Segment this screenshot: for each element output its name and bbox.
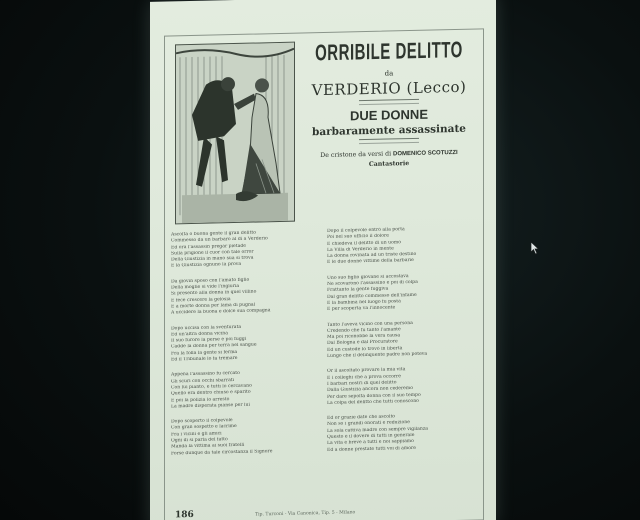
verse-line: Lungo che il delinquente padre non poteva <box>327 351 428 359</box>
verse-line: Quello era dentro chiuso e sparito <box>171 389 251 397</box>
headline-place: VERDERIO (Lecco) <box>311 77 467 100</box>
verse-line: Fra la folla la gente si ferma <box>171 349 238 357</box>
verse-line: Con gran sospetto e lacrime <box>171 424 237 431</box>
headline-preposition: da <box>384 69 394 78</box>
verse-line: E le due donne vittime della barbarie <box>327 258 414 266</box>
credit-prefix: De cristone da versi di <box>320 150 392 160</box>
ornament-divider <box>359 138 419 144</box>
verse-line: Ascolta o buona gente il gran delitto <box>171 230 256 238</box>
verse-line: Or il ascoltato provare la mia vita <box>327 367 406 375</box>
page-number: 186 <box>175 509 194 520</box>
verse-line: La donna rovinata ad un triste destino <box>327 252 417 260</box>
verse-line: Ne scovarono l'assassino e poi di colpa <box>327 279 418 287</box>
verse-stanza <box>171 323 321 364</box>
broadside-sheet <box>164 28 484 520</box>
credit-author: DOMENICO SCOTUZZI <box>393 149 458 158</box>
verse-line: La Villa di Verderio in mente <box>327 246 394 253</box>
verse-line: E chiedeva il delitto di un uomo <box>327 239 401 247</box>
verse-line: La madre disperata pianse per lui <box>171 402 250 410</box>
verse-line: Uno suo figlio giovane si accostava <box>327 273 409 281</box>
verse-line: Poi nel suo ufficio il dolore <box>327 233 389 241</box>
verse-stanza <box>171 369 321 410</box>
verse-line: Ed un custode lo trovò in libertà <box>327 345 403 353</box>
verse-line: E la bambina nel luogo fu posta <box>327 299 401 306</box>
verse-line: Tanto l'aveva vicino con una persona <box>327 320 413 328</box>
projected-broadside <box>150 0 496 520</box>
verse-line: E la Giustizia ognuno la prova <box>171 262 242 269</box>
verse-line: Non so i grandi onorati e reduzione <box>327 420 410 428</box>
verse-line: Dopo uccisa con la sventurata <box>171 324 242 332</box>
verse-line: La vita è breve a tutti e noi sappiamo <box>327 439 414 447</box>
credit-role: Cantastorie <box>368 160 410 168</box>
verse-stanza <box>327 366 477 407</box>
verse-line: Cadde la donna per terra nel sangue <box>171 342 257 350</box>
verse-line: Questo è il dovere di tutti in generale <box>327 432 415 440</box>
verse-line: Dopo scoperto il colpevole <box>171 418 233 425</box>
verse-line: Fra i vicini e gli amici <box>171 431 222 438</box>
verse-line: Ed il Tribunale lo fa tremare <box>171 355 238 363</box>
verse-stanza <box>327 272 477 313</box>
verse-line: Manda la vittima ai suoi fratelli <box>171 443 245 450</box>
verse-line: Si presentò alla donna in quel villino <box>171 289 257 297</box>
verse-line: La colpa del delitto che tutti conoscono <box>327 398 419 406</box>
verse-stanza <box>171 416 321 457</box>
verse-line: Frattanto la gente fuggiva <box>327 286 389 294</box>
mouse-pointer-icon <box>530 241 540 255</box>
headline-subtitle: barbaramente assassinate <box>312 122 466 139</box>
verse-stanza <box>327 413 477 454</box>
verse-line: La sola cattiva madre con sempre vigilanza <box>327 426 429 434</box>
verse-column-left <box>171 229 321 466</box>
verse-stanza <box>327 226 477 267</box>
verse-line: Ogni dì si parla del fatto <box>171 437 228 444</box>
verse-line: Sulla prigione il cuor con tale orror <box>171 249 254 257</box>
verse-line: Ed ora l'assassin pregar pietade <box>171 243 247 251</box>
verse-column-right <box>327 226 477 463</box>
verse-stanza <box>327 319 477 360</box>
verse-line: Ma poi riconobbe la vera causa <box>327 333 401 341</box>
verse-line: E fece crescere la gelosia <box>171 296 231 304</box>
verse-line: Gli scuri con occhi sbarrati <box>171 377 235 385</box>
verse-line: Della moglie si vide l'ingiuria <box>171 283 240 291</box>
verse-line: Appena l'assassino fu cercato <box>171 371 240 378</box>
verse-line: Con lui pianto, e tutti lo cercavano <box>171 383 252 391</box>
ornament-divider <box>359 99 419 105</box>
printer-imprint: Tip. Turconi - Via Canonica, Tip. 5 - Milano <box>255 510 356 518</box>
verse-line: Commesso da un barbaro al di a Verderio <box>171 236 268 244</box>
verse-line: Dopo il colpevole entrò alla porta <box>327 227 405 234</box>
verse-line: E i colleghi che a prova occorre <box>327 373 401 381</box>
verse-line: Da giovin sposo con l'amato figlio <box>171 277 250 285</box>
verse-line: Ed un'altra donna vicina <box>171 331 229 338</box>
verse-stanza <box>171 229 321 270</box>
verse-line: Ed a donne prestate tutti voi di amore <box>327 445 416 453</box>
woodcut-illustration <box>175 42 295 225</box>
verse-line: Per dare sepolta donna con il suo tempo <box>327 392 421 400</box>
author-credit <box>299 148 479 159</box>
verse-line: Forse dunque da tale circostanza il Signore <box>171 448 273 457</box>
headline-subject: DUE DONNE <box>349 106 428 124</box>
headline-block <box>299 33 479 169</box>
verse-line: E a morte donna per lama di pugnal <box>171 302 256 310</box>
verse-line: Ed or grazie date che ascolto <box>327 414 396 422</box>
verse-line: Dal Bologna e dal Procuratore <box>327 339 398 347</box>
verse-line: Dalla Giustizia ancora non cederemo <box>327 386 413 394</box>
verse-line: A uccidere la buona e dolce sua compagna <box>171 308 271 316</box>
verse-line: E poi la polizia lo arrestò <box>171 396 230 403</box>
verse-line: I barbari nostri di quel delitto <box>327 380 397 387</box>
verse-line: E per scoperta va l'innocente <box>327 305 396 313</box>
headline-title: ORRIBILE DELITTO <box>315 37 463 67</box>
verse-line: Credendo che fu tanto l'amante <box>327 327 401 334</box>
verse-stanza <box>171 276 321 317</box>
verse-line: Dal gran delitto commesso dell'infame <box>327 292 417 300</box>
verse-line: Della Giustizia in mano sua si trova <box>171 255 254 263</box>
verse-line: Il suo furore la perse e poi fuggì <box>171 336 247 344</box>
